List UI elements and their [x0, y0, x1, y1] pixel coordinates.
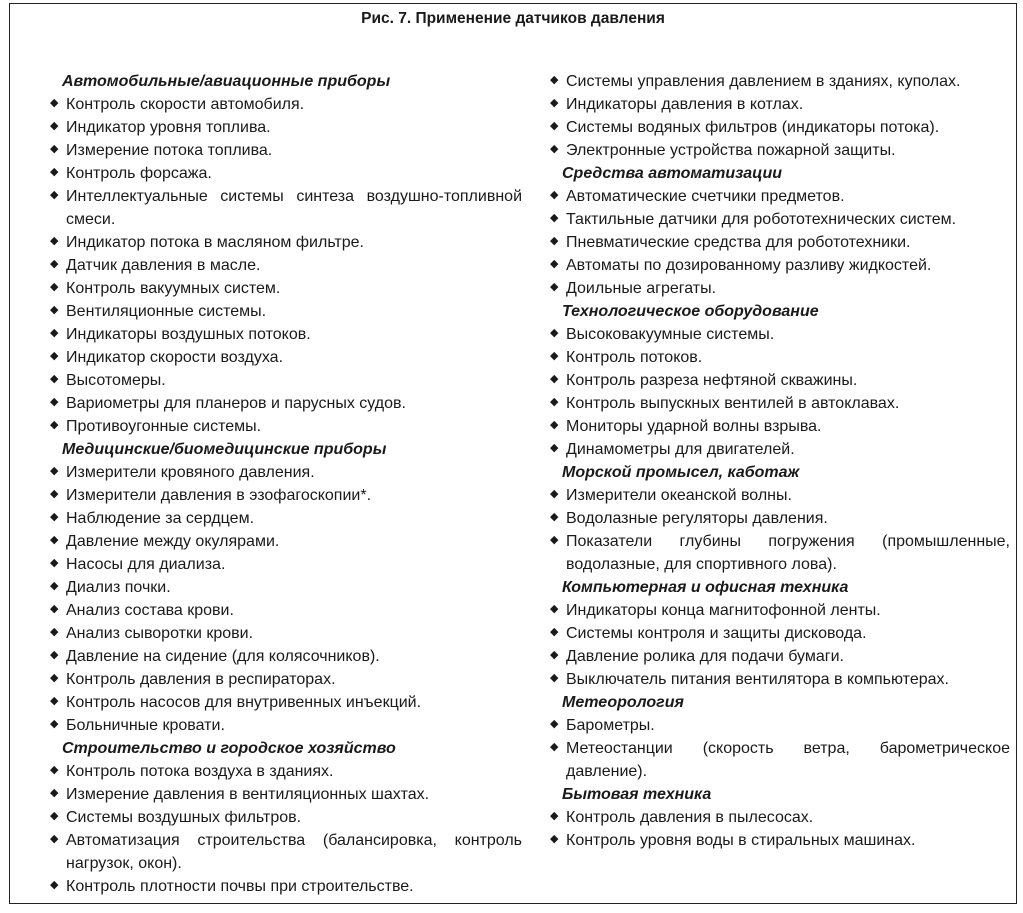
bullet-diamond-icon: ◆ — [50, 672, 59, 684]
section-heading: Автомобильные/авиационные приборы — [62, 73, 391, 90]
list-item-text: Индикаторы воздушных потоков. — [66, 326, 311, 343]
list-item-text: Контроль уровня воды в стиральных машинах. — [566, 832, 916, 849]
bullet-diamond-icon: ◆ — [50, 258, 59, 270]
bullet-diamond-icon: ◆ — [50, 235, 59, 247]
section-heading: Компьютерная и офисная техника — [562, 579, 849, 596]
list-item-text: Контроль выпускных вентилей в автоклавах. — [566, 395, 900, 412]
list-item — [50, 231, 522, 254]
list-item — [550, 829, 1010, 852]
list-item — [550, 208, 1010, 231]
list-item — [50, 116, 522, 139]
list-item-text: Измерители океанской волны. — [566, 487, 792, 504]
bullet-diamond-icon: ◆ — [50, 603, 59, 615]
list-item-text: Системы контроля и защиты дисковода. — [566, 625, 867, 642]
bullet-diamond-icon: ◆ — [50, 350, 59, 362]
list-item — [50, 484, 522, 507]
list-item-text: Индикатор потока в масляном фильтре. — [66, 234, 364, 251]
section-heading: Морской промысел, каботаж — [562, 464, 800, 481]
list-item-text: Индикатор скорости воздуха. — [66, 349, 284, 366]
right-column — [550, 70, 1010, 852]
bullet-diamond-icon: ◆ — [50, 189, 59, 201]
list-item — [50, 553, 522, 576]
list-item — [50, 369, 522, 392]
bullet-diamond-icon: ◆ — [50, 97, 59, 109]
list-item — [50, 783, 522, 806]
bullet-diamond-icon: ◆ — [50, 120, 59, 132]
figure-frame — [9, 3, 1017, 904]
bullet-diamond-icon: ◆ — [50, 626, 59, 638]
section-heading: Метеорология — [562, 694, 684, 711]
bullet-diamond-icon: ◆ — [550, 74, 559, 86]
list-item-text: Противоугонные системы. — [66, 418, 262, 435]
list-item — [550, 645, 1010, 668]
list-item-text: Контроль насосов для внутривенных инъекций. — [66, 694, 422, 711]
list-item — [50, 760, 522, 783]
list-item-text: Контроль потока воздуха в зданиях. — [66, 763, 334, 780]
bullet-diamond-icon: ◆ — [550, 373, 559, 385]
list-item-text: Контроль давления в пылесосах. — [566, 809, 814, 826]
list-item — [50, 93, 522, 116]
list-item-text: Автоматические счетчики предметов. — [566, 188, 845, 205]
bullet-diamond-icon: ◆ — [50, 465, 59, 477]
list-item-text: Давление между окулярами. — [66, 533, 280, 550]
list-item — [550, 737, 1010, 783]
left-column — [50, 70, 522, 898]
bullet-diamond-icon: ◆ — [550, 810, 559, 822]
bullet-diamond-icon: ◆ — [550, 488, 559, 500]
section-heading: Строительство и городское хозяйство — [62, 740, 396, 757]
list-item — [550, 668, 1010, 691]
list-item — [50, 162, 522, 185]
bullet-diamond-icon: ◆ — [50, 511, 59, 523]
list-item-text: Автоматизация строительства (балансировка, контроль нагрузок, окон). — [66, 832, 522, 872]
list-item — [550, 484, 1010, 507]
bullet-diamond-icon: ◆ — [50, 281, 59, 293]
list-item — [550, 116, 1010, 139]
list-item — [50, 392, 522, 415]
list-item — [550, 70, 1010, 93]
bullet-diamond-icon: ◆ — [550, 672, 559, 684]
bullet-diamond-icon: ◆ — [50, 787, 59, 799]
list-item — [550, 714, 1010, 737]
list-item-text: Давление ролика для подачи бумаги. — [566, 648, 844, 665]
list-item-text: Пневматические средства для робототехники. — [566, 234, 911, 251]
bullet-diamond-icon: ◆ — [50, 327, 59, 339]
bullet-diamond-icon: ◆ — [50, 534, 59, 546]
bullet-diamond-icon: ◆ — [550, 212, 559, 224]
bullet-diamond-icon: ◆ — [50, 833, 59, 845]
list-item — [550, 530, 1010, 576]
list-item — [50, 875, 522, 898]
bullet-diamond-icon: ◆ — [550, 833, 559, 845]
section-heading: Медицинские/биомедицинские приборы — [62, 441, 387, 458]
bullet-diamond-icon: ◆ — [550, 120, 559, 132]
list-item-text: Индикаторы конца магнитофонной ленты. — [566, 602, 881, 619]
list-item-text: Электронные устройства пожарной защиты. — [566, 142, 896, 159]
list-item-text: Мониторы ударной волны взрыва. — [566, 418, 822, 435]
section-heading: Бытовая техника — [562, 786, 712, 803]
list-item — [50, 300, 522, 323]
bullet-diamond-icon: ◆ — [550, 350, 559, 362]
list-item-text: Автоматы по дозированному разливу жидкостей. — [566, 257, 932, 274]
list-item — [550, 139, 1010, 162]
bullet-diamond-icon: ◆ — [50, 649, 59, 661]
bullet-diamond-icon: ◆ — [50, 143, 59, 155]
bullet-diamond-icon: ◆ — [550, 97, 559, 109]
bullet-diamond-icon: ◆ — [50, 810, 59, 822]
bullet-diamond-icon: ◆ — [550, 511, 559, 523]
list-item — [50, 323, 522, 346]
list-item-text: Анализ сыворотки крови. — [66, 625, 254, 642]
bullet-diamond-icon: ◆ — [550, 235, 559, 247]
bullet-diamond-icon: ◆ — [550, 718, 559, 730]
section-heading: Технологическое оборудование — [562, 303, 819, 320]
bullet-diamond-icon: ◆ — [50, 695, 59, 707]
list-item-text: Системы воздушных фильтров. — [66, 809, 302, 826]
list-item-text: Насосы для диализа. — [66, 556, 226, 573]
list-item-text: Интеллектуальные системы синтеза воздушно-топливной смеси. — [66, 188, 522, 228]
bullet-diamond-icon: ◆ — [50, 396, 59, 408]
list-item-text: Водолазные регуляторы давления. — [566, 510, 828, 527]
list-item-text: Контроль потоков. — [566, 349, 703, 366]
bullet-diamond-icon: ◆ — [550, 419, 559, 431]
list-item — [550, 599, 1010, 622]
list-item-text: Вентиляционные системы. — [66, 303, 267, 320]
list-item-text: Больничные кровати. — [66, 717, 225, 734]
list-item — [50, 668, 522, 691]
list-item — [50, 139, 522, 162]
bullet-diamond-icon: ◆ — [50, 419, 59, 431]
list-item-text: Контроль плотности почвы при строительстве. — [66, 878, 414, 895]
list-item-text: Высотомеры. — [66, 372, 166, 389]
list-item — [50, 530, 522, 553]
list-item — [550, 415, 1010, 438]
list-item-text: Барометры. — [566, 717, 655, 734]
list-item — [550, 369, 1010, 392]
list-item — [50, 691, 522, 714]
figure-title: Рис. 7. Применение датчиков давления — [361, 10, 665, 27]
list-item-text: Индикатор уровня топлива. — [66, 119, 271, 136]
section-heading: Средства автоматизации — [562, 165, 783, 182]
bullet-diamond-icon: ◆ — [50, 557, 59, 569]
bullet-diamond-icon: ◆ — [550, 626, 559, 638]
bullet-diamond-icon: ◆ — [50, 373, 59, 385]
bullet-diamond-icon: ◆ — [50, 718, 59, 730]
list-item — [50, 254, 522, 277]
list-item — [550, 231, 1010, 254]
list-item — [50, 346, 522, 369]
bullet-diamond-icon: ◆ — [550, 442, 559, 454]
bullet-diamond-icon: ◆ — [550, 396, 559, 408]
list-item — [50, 415, 522, 438]
list-item — [550, 806, 1010, 829]
bullet-diamond-icon: ◆ — [50, 166, 59, 178]
list-item-text: Контроль вакуумных систем. — [66, 280, 281, 297]
list-item-text: Измерение потока топлива. — [66, 142, 273, 159]
list-item-text: Измерители кровяного давления. — [66, 464, 315, 481]
list-item — [50, 645, 522, 668]
list-item-text: Вариометры для планеров и парусных судов. — [66, 395, 406, 412]
list-item — [550, 507, 1010, 530]
list-item-text: Измерители давления в эзофагоскопии*. — [66, 487, 372, 504]
list-item-text: Анализ состава крови. — [66, 602, 234, 619]
list-item-text: Контроль разреза нефтяной скважины. — [566, 372, 858, 389]
list-item-text: Контроль форсажа. — [66, 165, 212, 182]
list-item — [550, 185, 1010, 208]
list-item-text: Наблюдение за сердцем. — [66, 510, 255, 527]
list-item — [50, 714, 522, 737]
list-item-text: Показатели глубины погружения (промышленные, водолазные, для спортивного лова). — [566, 533, 1010, 573]
list-item-text: Системы управления давлением в зданиях, куполах. — [566, 73, 961, 90]
list-item — [550, 323, 1010, 346]
bullet-diamond-icon: ◆ — [550, 603, 559, 615]
bullet-diamond-icon: ◆ — [550, 143, 559, 155]
list-item-text: Датчик давления в масле. — [66, 257, 261, 274]
list-item — [550, 254, 1010, 277]
bullet-diamond-icon: ◆ — [50, 488, 59, 500]
list-item-text: Давление на сидение (для колясочников). — [66, 648, 380, 665]
list-item-text: Метеостанции (скорость ветра, барометрическое давление). — [566, 740, 1010, 780]
list-item-text: Контроль давления в респираторах. — [66, 671, 336, 688]
list-item-text: Тактильные датчики для робототехнических систем. — [566, 211, 957, 228]
list-item — [550, 392, 1010, 415]
list-item — [550, 622, 1010, 645]
bullet-diamond-icon: ◆ — [550, 258, 559, 270]
list-item-text: Контроль скорости автомобиля. — [66, 96, 305, 113]
list-item — [50, 829, 522, 875]
bullet-diamond-icon: ◆ — [50, 304, 59, 316]
list-item-text: Измерение давления в вентиляционных шахтах. — [66, 786, 430, 803]
list-item-text: Индикаторы давления в котлах. — [566, 96, 804, 113]
list-item-text: Выключатель питания вентилятора в компьютерах. — [566, 671, 949, 688]
bullet-diamond-icon: ◆ — [50, 879, 59, 891]
list-item — [50, 599, 522, 622]
bullet-diamond-icon: ◆ — [550, 649, 559, 661]
list-item — [50, 277, 522, 300]
bullet-diamond-icon: ◆ — [50, 580, 59, 592]
bullet-diamond-icon: ◆ — [550, 534, 559, 546]
list-item — [50, 806, 522, 829]
list-item-text: Доильные агрегаты. — [566, 280, 717, 297]
list-item — [50, 576, 522, 599]
list-item — [50, 185, 522, 231]
list-item-text: Динамометры для двигателей. — [566, 441, 795, 458]
list-item-text: Системы водяных фильтров (индикаторы потока). — [566, 119, 940, 136]
bullet-diamond-icon: ◆ — [550, 327, 559, 339]
list-item — [50, 461, 522, 484]
list-item-text: Диализ почки. — [66, 579, 171, 596]
list-item — [550, 277, 1010, 300]
list-item — [550, 346, 1010, 369]
list-item-text: Высоковакуумные системы. — [566, 326, 775, 343]
bullet-diamond-icon: ◆ — [550, 189, 559, 201]
list-item — [550, 438, 1010, 461]
list-item — [50, 622, 522, 645]
bullet-diamond-icon: ◆ — [550, 741, 559, 753]
list-item — [550, 93, 1010, 116]
bullet-diamond-icon: ◆ — [50, 764, 59, 776]
bullet-diamond-icon: ◆ — [550, 281, 559, 293]
list-item — [50, 507, 522, 530]
